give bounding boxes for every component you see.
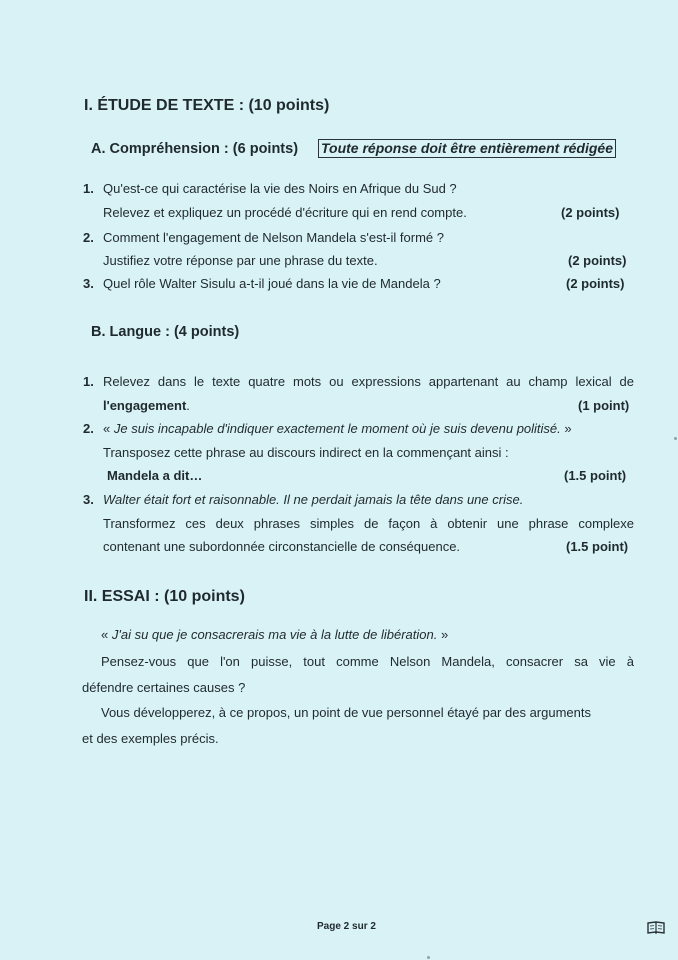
essay-text: et des exemples précis. <box>82 731 219 746</box>
quote-text: J'ai su que je consacrerais ma vie à la lutte de libération. <box>111 627 438 642</box>
essay-text: défendre certaines causes ? <box>82 680 246 695</box>
quote-open: « <box>101 627 109 642</box>
question-text: Qu'est-ce qui caractérise la vie des Noirs en Afrique du Sud ? <box>103 181 457 196</box>
question-text: Justifiez votre réponse par une phrase du texte. <box>103 253 378 268</box>
punctuation: . <box>186 398 190 413</box>
essay-text: Vous développerez, à ce propos, un point de vue personnel étayé par des arguments <box>101 705 591 720</box>
scan-speck <box>674 437 677 440</box>
question-text: Walter était fort et raisonnable. Il ne perdait jamais la tête dans une crise. <box>103 492 524 507</box>
page-number: Page 2 sur 2 <box>317 921 376 932</box>
essay-quote <box>101 627 448 642</box>
points-label: (2 points) <box>566 276 625 291</box>
points-label: (1 point) <box>578 398 630 413</box>
points-label: (1.5 point) <box>564 468 627 483</box>
points-label: (1.5 point) <box>566 539 629 554</box>
book-icon <box>647 921 665 934</box>
essay-text: Pensez-vous que l'on puisse, tout comme Nelson Mandela, consacrer sa vie à <box>101 654 634 669</box>
section-title-etude: I. ÉTUDE DE TEXTE : (10 points) <box>84 97 330 114</box>
question-text: Relevez dans le texte quatre mots ou expressions appartenant au champ lexical de <box>103 374 634 389</box>
question-number: 3. <box>83 492 94 507</box>
question-text <box>103 398 190 413</box>
question-text: Transformez ces deux phrases simples de façon à obtenir une phrase complexe <box>103 516 634 531</box>
question-text <box>103 421 572 436</box>
question-number: 2. <box>83 230 94 245</box>
question-number: 1. <box>83 181 94 196</box>
quote-close: » <box>440 627 449 642</box>
subsection-title-langue: B. Langue : (4 points) <box>91 324 240 340</box>
question-text: Relevez et expliquez un procédé d'écriture qui en rend compte. <box>103 205 467 220</box>
sentence-start: Mandela a dit… <box>107 468 203 483</box>
keyword: l'engagement <box>103 398 187 413</box>
question-text: Quel rôle Walter Sisulu a-t-il joué dans la vie de Mandela ? <box>103 276 441 291</box>
instruction-box: Toute réponse doit être entièrement rédigée <box>318 139 616 158</box>
question-number: 2. <box>83 421 94 436</box>
question-text: contenant une subordonnée circonstancielle de conséquence. <box>103 539 461 554</box>
quote-text: Je suis incapable d'indiquer exactement le moment où je suis devenu politisé. <box>113 421 561 436</box>
section-title-essai: II. ESSAI : (10 points) <box>84 588 245 605</box>
question-number: 3. <box>83 276 94 291</box>
subsection-title-comprehension: A. Compréhension : (6 points) <box>91 141 299 157</box>
question-number: 1. <box>83 374 94 389</box>
scan-speck <box>427 956 430 959</box>
points-label: (2 points) <box>568 253 627 268</box>
points-label: (2 points) <box>561 205 620 220</box>
quote-open: « <box>103 421 111 436</box>
question-text: Transposez cette phrase au discours indirect en la commençant ainsi : <box>103 445 509 460</box>
quote-close: » <box>564 421 572 436</box>
question-text: Comment l'engagement de Nelson Mandela s'est-il formé ? <box>103 230 444 245</box>
